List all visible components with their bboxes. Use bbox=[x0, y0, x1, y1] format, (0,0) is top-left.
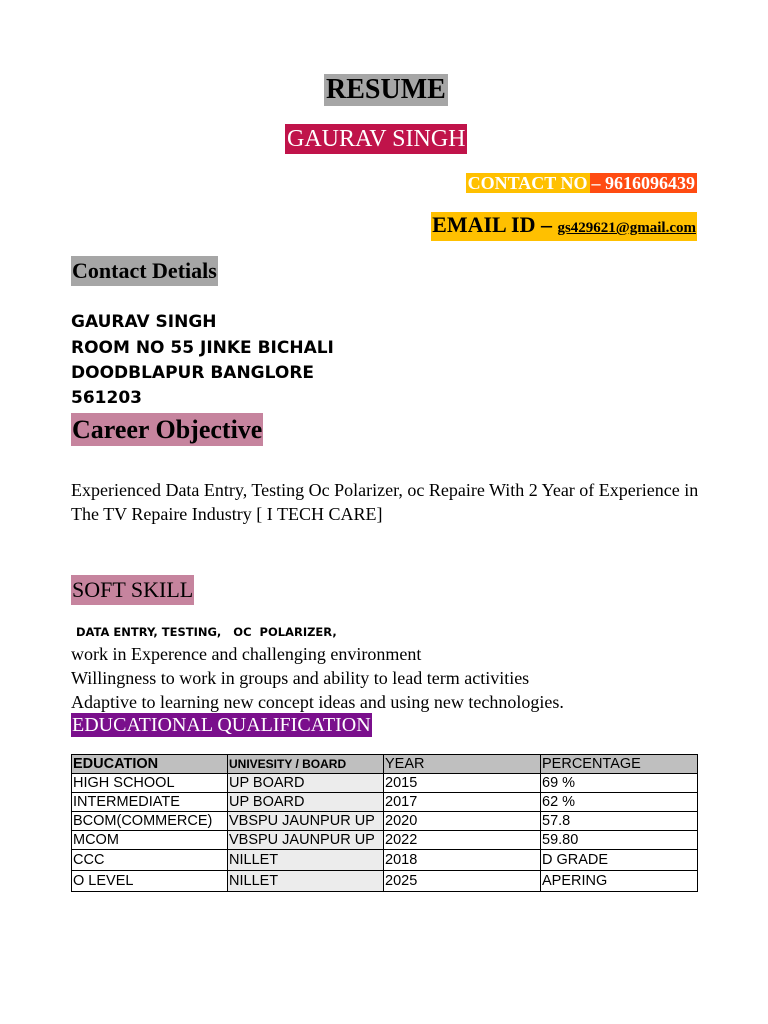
year-cell: 2018 bbox=[384, 850, 541, 871]
education-cell: INTERMEDIATE bbox=[72, 793, 228, 812]
year-cell: 2020 bbox=[384, 812, 541, 831]
table-row bbox=[72, 793, 698, 812]
career-objective-heading: Career Objective bbox=[72, 415, 263, 444]
year-cell: 2025 bbox=[384, 871, 541, 892]
contact-number: – 9616096439 bbox=[591, 173, 695, 193]
education-table bbox=[71, 754, 698, 892]
year-cell: 2017 bbox=[384, 793, 541, 812]
board-cell: NILLET bbox=[228, 850, 384, 871]
education-cell: O LEVEL bbox=[72, 871, 228, 892]
education-cell: BCOM(COMMERCE) bbox=[72, 812, 228, 831]
email-label: EMAIL ID – bbox=[432, 212, 558, 237]
board-cell: NILLET bbox=[228, 871, 384, 892]
contact-details-heading: Contact Detials bbox=[71, 256, 218, 286]
soft-skill-heading: SOFT SKILL bbox=[71, 575, 194, 605]
board-cell: UP BOARD bbox=[228, 793, 384, 812]
table-row bbox=[72, 774, 698, 793]
board-cell: VBSPU JAUNPUR UP bbox=[228, 812, 384, 831]
contact-number-line bbox=[466, 171, 697, 195]
address-line: DOODBLAPUR BANGLORE bbox=[71, 363, 315, 383]
education-heading: EDUCATIONAL QUALIFICATION bbox=[72, 714, 371, 736]
table-row bbox=[72, 871, 698, 892]
skill-line: Adaptive to learning new concept ideas and using new technologies. bbox=[71, 692, 564, 712]
skills-keywords: DATA ENTRY, TESTING, OC POLARIZER, bbox=[76, 625, 337, 639]
table-row bbox=[72, 850, 698, 871]
email-line bbox=[431, 212, 697, 241]
percentage-cell: 59.80 bbox=[541, 831, 698, 850]
skill-line: work in Experence and challenging environment bbox=[71, 644, 422, 664]
address-line: GAURAV SINGH bbox=[71, 312, 217, 332]
year-cell: 2022 bbox=[384, 831, 541, 850]
board-cell: UP BOARD bbox=[228, 774, 384, 793]
table-header-row bbox=[72, 755, 698, 774]
column-header: PERCENTAGE bbox=[541, 755, 698, 774]
address-line: 561203 bbox=[71, 388, 142, 408]
education-cell: CCC bbox=[72, 850, 228, 871]
year-cell: 2015 bbox=[384, 774, 541, 793]
table-row bbox=[72, 812, 698, 831]
career-objective-text: Experienced Data Entry, Testing Oc Polarizer, oc Repaire With 2 Year of Experience in The TV Repaire Industry [ I TECH CARE] bbox=[71, 480, 699, 524]
column-header: EDUCATION bbox=[72, 755, 228, 774]
percentage-cell: D GRADE bbox=[541, 850, 698, 871]
contact-label: CONTACT NO bbox=[467, 173, 588, 193]
board-cell: VBSPU JAUNPUR UP bbox=[228, 831, 384, 850]
percentage-cell: APERING bbox=[541, 871, 698, 892]
address-line: ROOM NO 55 JINKE BICHALI bbox=[71, 338, 334, 358]
skill-line: Willingness to work in groups and ability to lead term activities bbox=[71, 668, 530, 688]
email-link[interactable]: gs429621@gmail.com bbox=[557, 220, 696, 236]
percentage-cell: 57.8 bbox=[541, 812, 698, 831]
column-header: YEAR bbox=[384, 755, 541, 774]
education-cell: HIGH SCHOOL bbox=[72, 774, 228, 793]
resume-title: RESUME bbox=[326, 74, 446, 105]
percentage-cell: 62 % bbox=[541, 793, 698, 812]
percentage-cell: 69 % bbox=[541, 774, 698, 793]
candidate-name: GAURAV SINGH bbox=[287, 126, 466, 152]
column-header: UNIVESITY / BOARD bbox=[228, 755, 384, 774]
education-cell: MCOM bbox=[72, 831, 228, 850]
table-row bbox=[72, 831, 698, 850]
